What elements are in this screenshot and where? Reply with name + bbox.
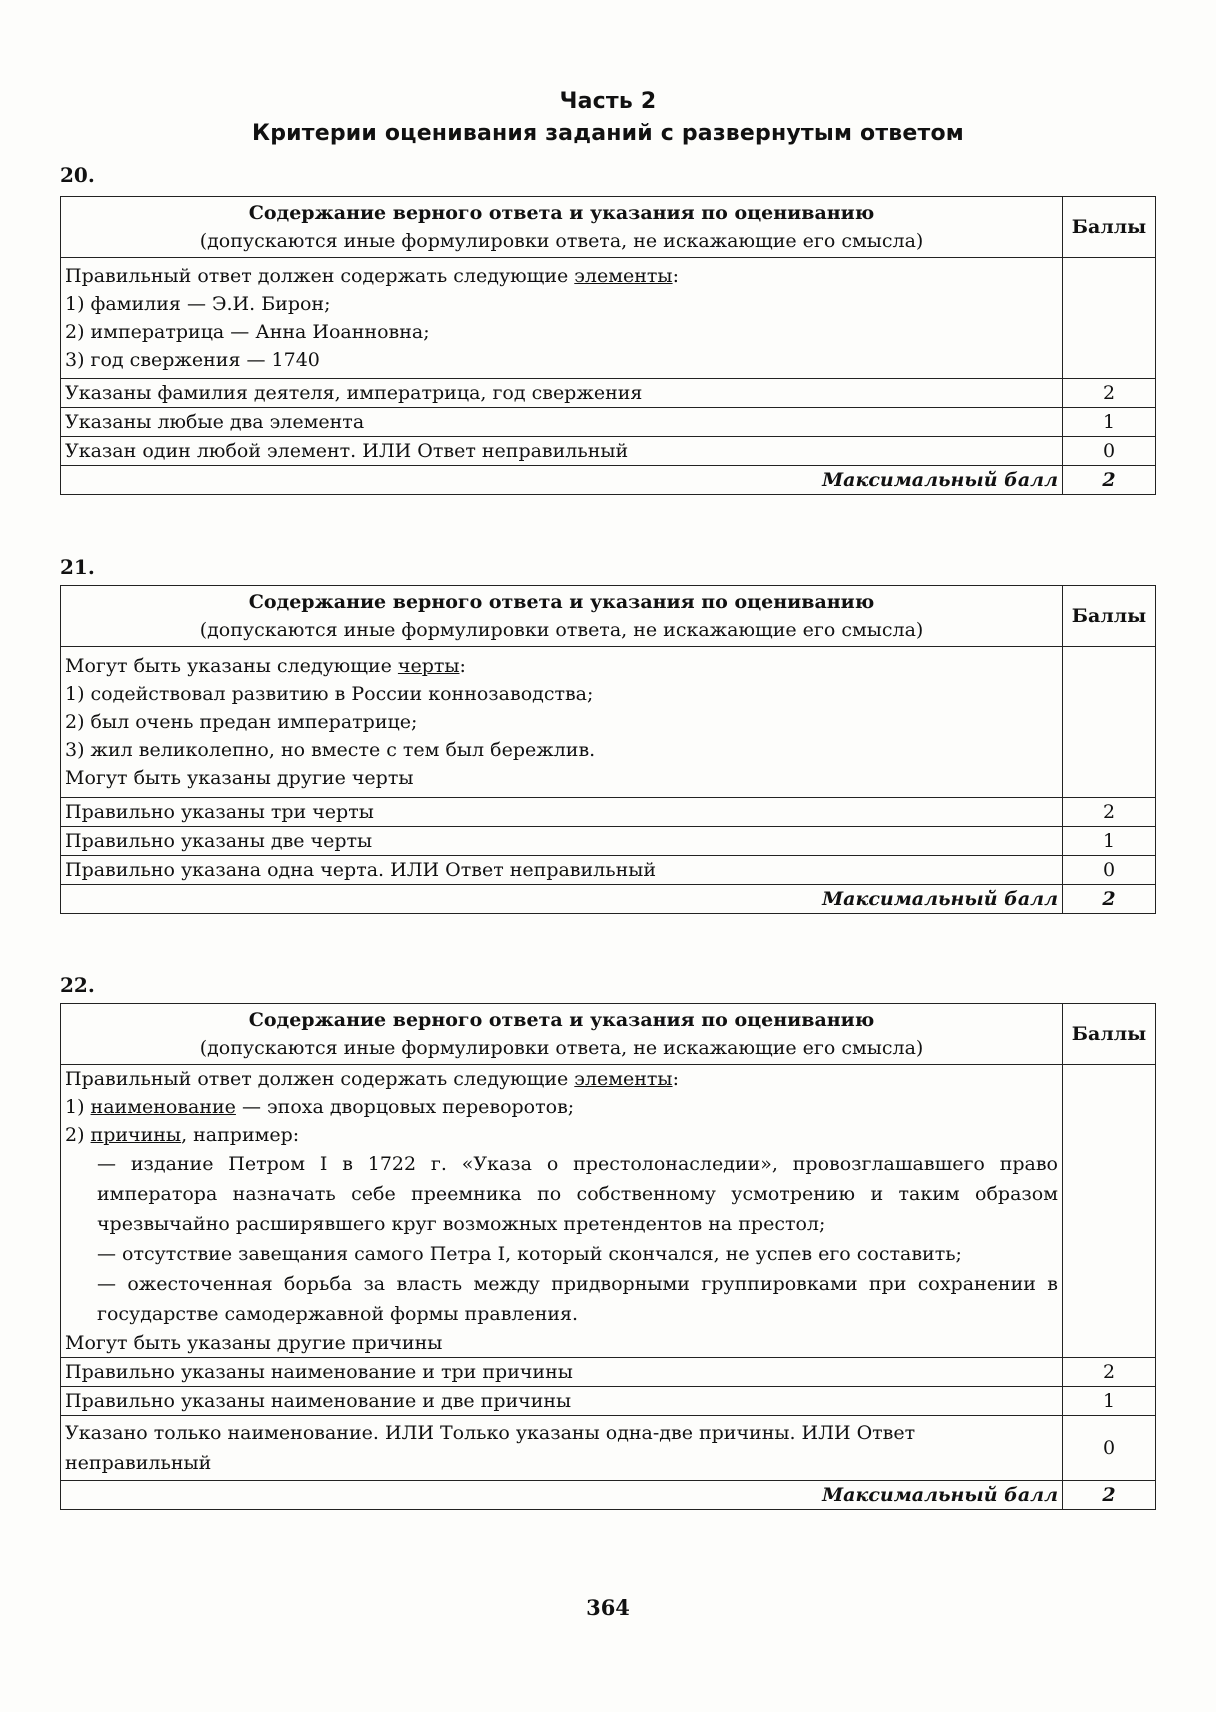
- criterion-text: Правильно указана одна черта. ИЛИ Ответ неправильный: [61, 856, 1063, 885]
- task-number: 22.: [60, 973, 95, 997]
- criterion-text: Указаны фамилия деятеля, императрица, год свержения: [61, 379, 1063, 408]
- header-score-label: Баллы: [1063, 197, 1156, 258]
- answer-element: 3) год свержения — 1740: [65, 349, 320, 371]
- max-score-value: 2: [1063, 466, 1156, 495]
- criterion-score: 2: [1063, 798, 1156, 827]
- task-number: 20.: [60, 163, 95, 187]
- task-number: 21.: [60, 555, 95, 579]
- header-subtitle: (допускаются иные формулировки ответа, не искажающие его смысла): [199, 230, 924, 252]
- answer-intro: Могут быть указаны следующие черты:: [65, 655, 466, 677]
- criterion-score: 2: [1063, 379, 1156, 408]
- header-score-label: Баллы: [1063, 586, 1156, 647]
- criteria-table-22: [60, 1003, 1156, 1510]
- header-subtitle: (допускаются иные формулировки ответа, не искажающие его смысла): [199, 1037, 924, 1059]
- answer-element: 1) наименование — эпоха дворцовых переворотов;: [65, 1096, 575, 1118]
- header-title: Содержание верного ответа и указания по оцениванию: [248, 202, 875, 224]
- page-number: 364: [586, 1595, 630, 1620]
- reason-item: — издание Петром I в 1722 г. «Указа о престолонаследии», провозглашавшего право императора назначать себе преемника по собственному усмотрению и таким образом чрезвычайно расширявшего круг возможных претендентов на престол;: [97, 1153, 1058, 1235]
- answer-element: 3) жил великолепно, но вместе с тем был бережлив.: [65, 739, 596, 761]
- answer-content: [61, 258, 1063, 379]
- header-title: Содержание верного ответа и указания по оцениванию: [248, 1009, 875, 1031]
- answer-content-row: [61, 647, 1156, 798]
- criterion-score: 2: [1063, 1358, 1156, 1387]
- max-score-value: 2: [1063, 1481, 1156, 1510]
- header-content-cell: [61, 586, 1063, 647]
- table-header-row: [61, 586, 1156, 647]
- criterion-score: 0: [1063, 437, 1156, 466]
- answer-content-row: [61, 258, 1156, 379]
- max-score-row: [61, 466, 1156, 495]
- criterion-text: Указан один любой элемент. ИЛИ Ответ неправильный: [61, 437, 1063, 466]
- criterion-text: Правильно указаны наименование и три причины: [61, 1358, 1063, 1387]
- criterion-row: [61, 1358, 1156, 1387]
- max-score-row: [61, 1481, 1156, 1510]
- table-header-row: [61, 1004, 1156, 1065]
- answer-element: 2) императрица — Анна Иоанновна;: [65, 321, 430, 343]
- part-title: Часть 2: [559, 89, 657, 114]
- answer-content: [61, 647, 1063, 798]
- header-score-label: Баллы: [1063, 1004, 1156, 1065]
- criterion-text: Правильно указаны наименование и две причины: [61, 1387, 1063, 1416]
- answer-intro: Правильный ответ должен содержать следующие элементы:: [65, 265, 679, 287]
- criterion-text: Правильно указаны три черты: [61, 798, 1063, 827]
- answer-content-row: [61, 1065, 1156, 1358]
- reason-item: — отсутствие завещания самого Петра I, который скончался, не успев его составить;: [97, 1243, 962, 1265]
- criterion-score: 1: [1063, 408, 1156, 437]
- table-header-row: [61, 197, 1156, 258]
- answer-element: 2) был очень предан императрице;: [65, 711, 418, 733]
- criterion-score: 1: [1063, 827, 1156, 856]
- criterion-row: [61, 379, 1156, 408]
- header-content-cell: [61, 197, 1063, 258]
- criterion-row: [61, 798, 1156, 827]
- criterion-row: [61, 1387, 1156, 1416]
- criterion-score: 0: [1063, 1416, 1156, 1481]
- criterion-text: Указано только наименование. ИЛИ Только указаны одна-две причины. ИЛИ Ответ неправильный: [61, 1416, 1063, 1481]
- header-title: Содержание верного ответа и указания по оцениванию: [248, 591, 875, 613]
- criterion-row: [61, 1416, 1156, 1481]
- answer-outro: Могут быть указаны другие причины: [65, 1332, 443, 1354]
- criteria-table-20: [60, 196, 1156, 495]
- answer-outro: Могут быть указаны другие черты: [65, 767, 414, 789]
- answer-element: 1) содействовал развитию в России коннозаводства;: [65, 683, 594, 705]
- criterion-row: [61, 856, 1156, 885]
- answer-element: 1) фамилия — Э.И. Бирон;: [65, 293, 331, 315]
- answer-element: 2) причины, например:: [65, 1124, 300, 1146]
- max-score-value: 2: [1063, 885, 1156, 914]
- criterion-row: [61, 437, 1156, 466]
- answer-intro: Правильный ответ должен содержать следующие элементы:: [65, 1068, 679, 1090]
- criterion-score: 1: [1063, 1387, 1156, 1416]
- criterion-text: Указаны любые два элемента: [61, 408, 1063, 437]
- max-score-label: Максимальный балл: [61, 885, 1063, 914]
- max-score-label: Максимальный балл: [61, 466, 1063, 495]
- max-score-row: [61, 885, 1156, 914]
- criterion-row: [61, 408, 1156, 437]
- header-content-cell: [61, 1004, 1063, 1065]
- section-subtitle: Критерии оценивания заданий с развернутым ответом: [252, 121, 964, 146]
- header-subtitle: (допускаются иные формулировки ответа, не искажающие его смысла): [199, 619, 924, 641]
- criterion-text: Правильно указаны две черты: [61, 827, 1063, 856]
- max-score-label: Максимальный балл: [61, 1481, 1063, 1510]
- criterion-score: 0: [1063, 856, 1156, 885]
- criterion-row: [61, 827, 1156, 856]
- reason-item: — ожесточенная борьба за власть между придворными группировками при сохранении в государстве самодержавной формы правления.: [97, 1273, 1058, 1325]
- answer-content: [61, 1065, 1063, 1358]
- criteria-table-21: [60, 585, 1156, 914]
